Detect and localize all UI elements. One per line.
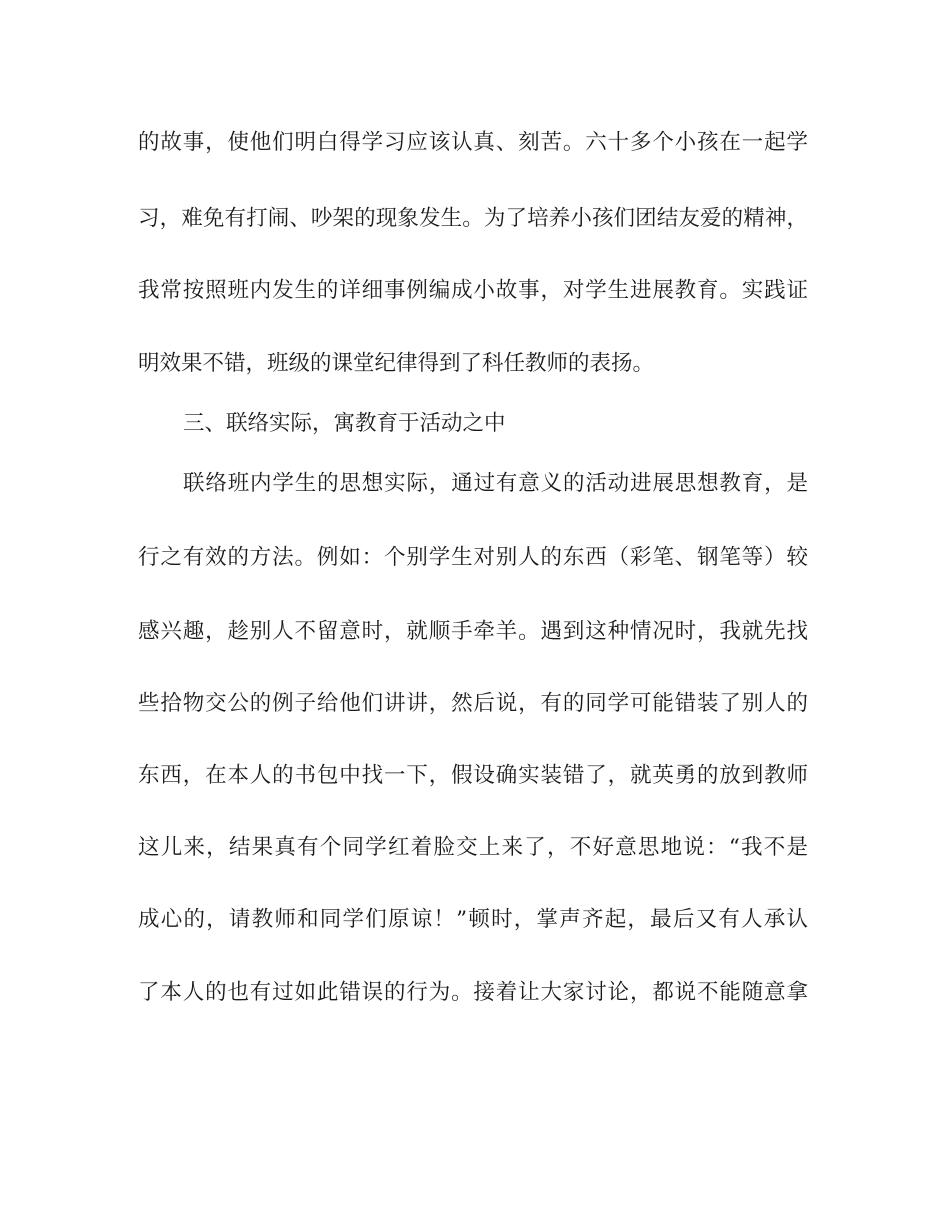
paragraph-line-5: 联络班内学生的思想实际，通过有意义的活动进展思想教育，是 <box>183 471 808 496</box>
paragraph-line-8: 些拾物交公的例子给他们讲讲，然后说，有的同学可能错装了别人的 <box>138 691 808 716</box>
paragraph-line-6: 行之有效的方法。例如：个别学生对别人的东西（彩笔、钢笔等）较 <box>138 545 808 570</box>
paragraph-line-11: 成心的，请教师和同学们原谅！”顿时，掌声齐起，最后又有人承认 <box>138 907 808 932</box>
paragraph-line-12: 了本人的也有过如此错误的行为。接着让大家讨论，都说不能随意拿 <box>138 980 808 1005</box>
paragraph-line-3: 我常按照班内发生的详细事例编成小故事，对学生进展教育。实践证 <box>138 278 808 303</box>
section-heading: 三、联络实际，寓教育于活动之中 <box>183 411 506 436</box>
paragraph-line-2: 习，难免有打闹、吵架的现象发生。为了培养小孩们团结友爱的精神， <box>138 206 808 231</box>
paragraph-line-1: 的故事，使他们明白得学习应该认真、刻苦。六十多个小孩在一起学 <box>138 130 808 155</box>
paragraph-line-10: 这儿来，结果真有个同学红着脸交上来了，不好意思地说：“我不是 <box>138 835 808 860</box>
paragraph-line-9: 东西，在本人的书包中找一下，假设确实装错了，就英勇的放到教师 <box>138 763 808 788</box>
paragraph-line-4: 明效果不错，班级的课堂纪律得到了科任教师的表扬。 <box>138 351 655 376</box>
paragraph-line-7: 感兴趣，趁别人不留意时，就顺手牵羊。遇到这种情况时，我就先找 <box>138 619 808 644</box>
